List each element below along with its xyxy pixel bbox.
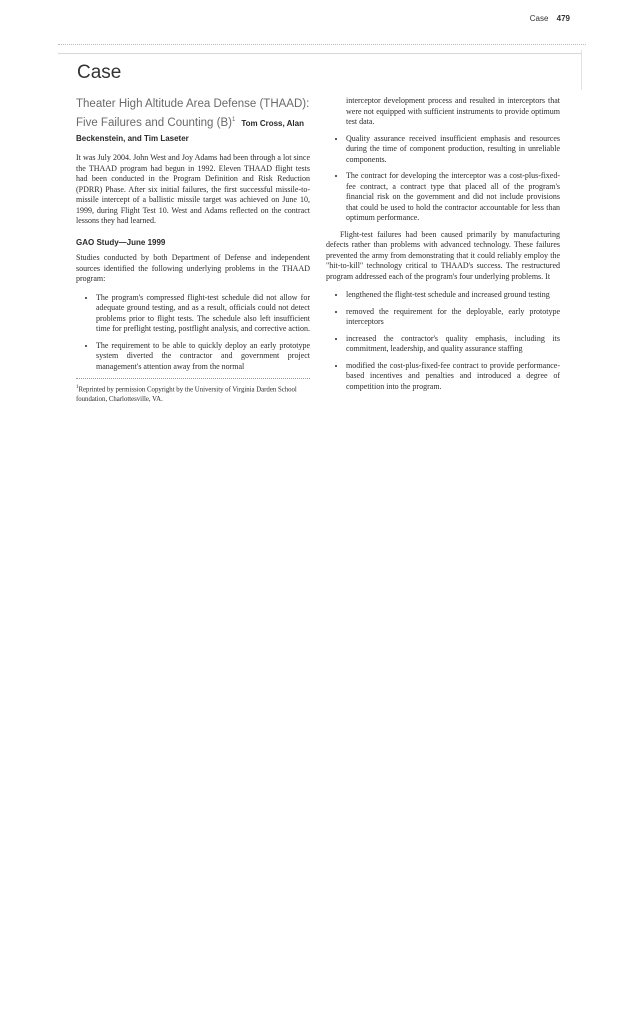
top-rule-dotted <box>58 44 586 45</box>
list-item: • modified the cost-plus-fixed-fee contract to provide performance-based incentives and penalties and introduced a degree of competition into the program. <box>346 361 560 393</box>
page-number: 479 <box>556 14 570 23</box>
gao-intro: Studies conducted by both Department of Defense and independent sources identified the following underlying problems in the THAAD program: <box>76 253 310 284</box>
left-column <box>76 96 310 404</box>
list-item: • increased the contractor's quality emphasis, including its commitment, leadership, and quality assurance staffing <box>346 334 560 355</box>
problem-list-right <box>326 134 560 224</box>
list-item: • The contract for developing the interceptor was a cost-plus-fixed-fee contract, a contract type that placed all of the program's financial risk on the government and did not include provisions that could be used to hold the contractor accountable for less than optimum performance. <box>346 171 560 224</box>
right-column <box>326 96 560 398</box>
footnote-rule <box>76 378 310 379</box>
list-item: • The requirement to be able to quickly deploy an early prototype system diverted the contractor and government project management's attention away from the normal <box>96 341 310 373</box>
list-item: • removed the requirement for the deployable, early prototype interceptors <box>346 307 560 328</box>
footnote-text: Reprinted by permission Copyright by the University of Virginia Darden School foundation, Charlottesville, VA. <box>76 386 297 403</box>
running-head-label: Case <box>529 14 549 23</box>
authors-line-1: Tom Cross, Alan <box>241 118 304 128</box>
bullet-continuation: interceptor development process and resulted in interceptors that were not equipped with sufficient instruments to provide optimum test data. <box>346 96 560 126</box>
footnote-mark: 1 <box>76 385 79 391</box>
section-heading: Case <box>77 62 122 83</box>
list-item: • lengthened the flight-test schedule and increased ground testing <box>346 290 560 301</box>
problem-list-left <box>76 293 310 373</box>
margin-line <box>581 50 582 90</box>
authors-line-2: Beckenstein, and Tim Laseter <box>76 133 189 143</box>
title-line-2 <box>76 112 310 132</box>
list-item: • The program's compressed flight-test schedule did not allow for adequate ground testing, and as a result, officials could not detect problems prior to flight tests. The schedule also left insufficient time for preflight testing, postflight analysis, and corrective action. <box>96 293 310 335</box>
footnote <box>76 383 310 403</box>
list-item: • Quality assurance received insufficient emphasis and resources during the time of component production, resulting in unreliable components. <box>346 134 560 166</box>
top-rule <box>58 53 582 54</box>
restructure-list <box>326 290 560 392</box>
running-head <box>530 14 570 23</box>
title-footnote-mark: 1 <box>231 117 236 123</box>
gao-heading: GAO Study—June 1999 <box>76 237 166 247</box>
flight-test-paragraph: Flight-test failures had been caused primarily by manufacturing defects rather than problems with advanced technology. These failures prevented the army from demonstrating that it could reliably employ the "hit-to-kill" technology critical to THAAD's success. The restructured program addressed each of the program's four underlying problems. It <box>326 229 560 281</box>
intro-paragraph: It was July 2004. John West and Joy Adams had been through a lot since the THAAD program had begun in 1992. Eleven THAAD flight tests had been conducted in the Program Definition and Risk Reduction (PDRR) Phase. After six initial failures, the first successful missile-to-missile intercept of a ballistic missile target was achieved on June 10, 1999, during Flight Test 10. West and Adams reflected on the contract lessons they had learned. <box>76 153 310 226</box>
title-text-2: Five Failures and Counting (B) <box>76 116 232 129</box>
article-title <box>76 96 310 132</box>
title-line-1: Theater High Altitude Area Defense (THAAD): <box>76 98 310 110</box>
